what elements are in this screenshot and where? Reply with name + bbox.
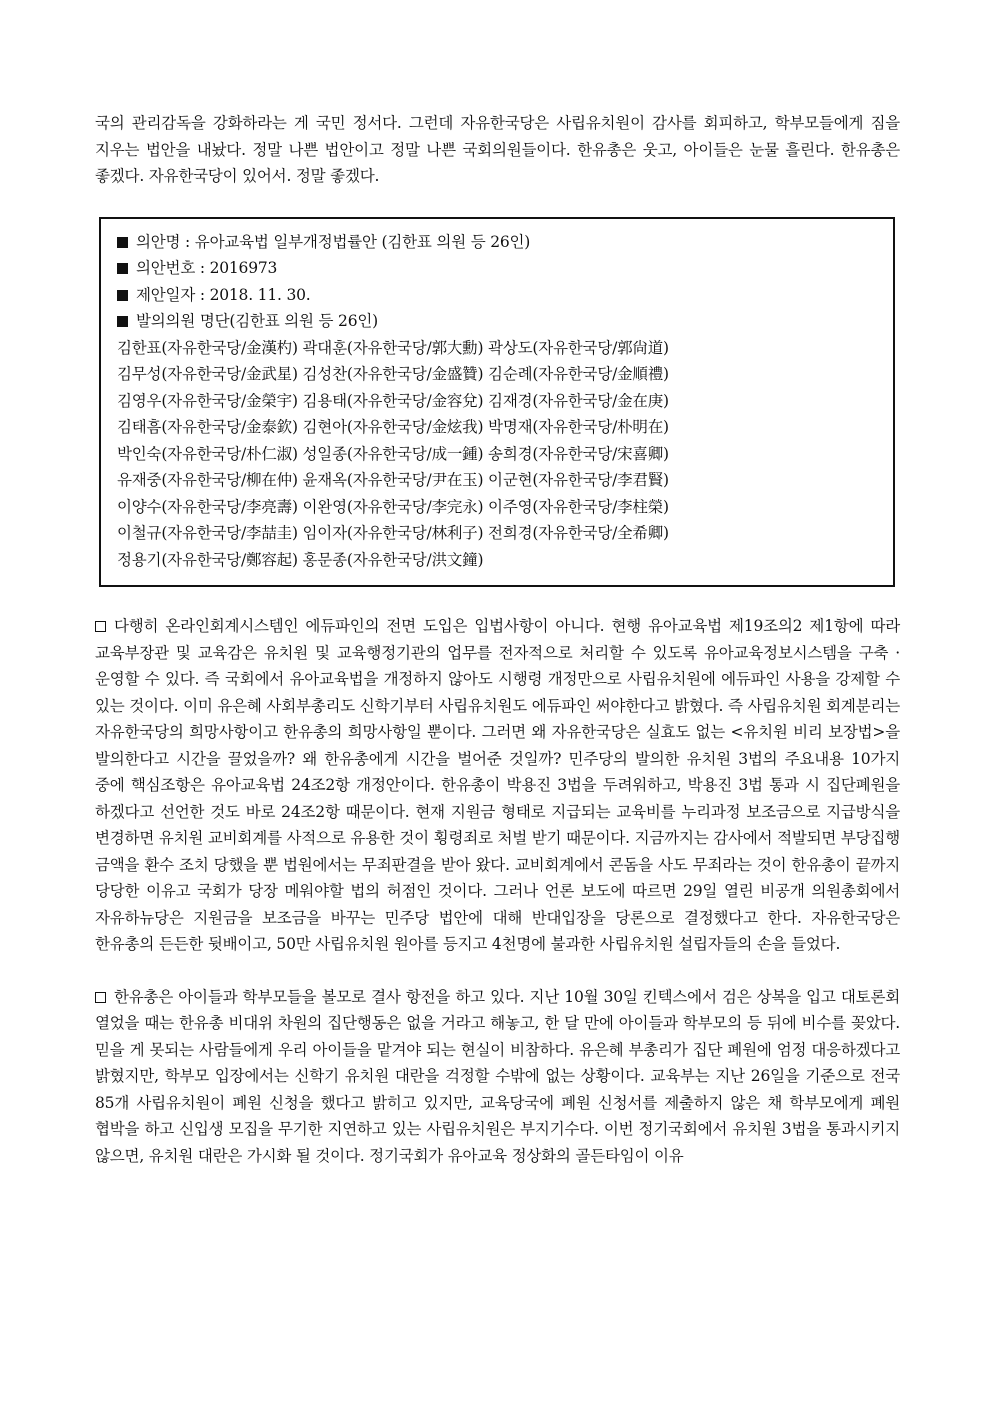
- paragraph-spacer: [95, 958, 900, 984]
- black-square-bullet-icon: [117, 290, 128, 301]
- sponsor-header: 발의의원 명단(김한표 의원 등 26인): [136, 312, 378, 330]
- paragraph-online-accounting: [95, 613, 900, 958]
- sponsor-line: 유재중(자유한국당/柳在仲) 윤재옥(자유한국당/尹在玉) 이군현(자유한국당/李君賢): [117, 471, 669, 489]
- black-square-bullet-icon: [117, 316, 128, 327]
- document-page: [95, 110, 900, 1169]
- intro-paragraph: 국의 관리감독을 강화하라는 게 국민 정서다. 그런데 자유한국당은 사립유치원이 감사를 회피하고, 학부모들에게 짐을 지우는 법안을 내놨다. 정말 나쁜 법안이고 정말 나쁜 국회의원들이다. 한유총은 웃고, 아이들은 눈물 흘린다. 한유총은 좋겠다. 자유한국당이 있어서. 정말 좋겠다.: [95, 114, 900, 185]
- submitted-date-line: [117, 282, 877, 309]
- sponsor-line: 박인숙(자유한국당/朴仁淑) 성일종(자유한국당/成一鍾) 송희경(자유한국당/宋喜卿): [117, 444, 669, 463]
- sponsor-line: 김영우(자유한국당/金榮宇) 김용태(자유한국당/金容兌) 김재경(자유한국당/金在庚): [117, 391, 669, 410]
- bill-info-box: [99, 217, 895, 588]
- submitted-date: 제안일자 : 2018. 11. 30.: [136, 285, 311, 304]
- hollow-square-bullet-icon: [95, 992, 106, 1003]
- bill-number: 의안번호 : 2016973: [136, 259, 278, 277]
- sponsor-line: 이양수(자유한국당/李亮壽) 이완영(자유한국당/李完永) 이주영(자유한국당/李柱榮): [117, 497, 669, 516]
- hollow-square-bullet-icon: [95, 621, 106, 632]
- black-square-bullet-icon: [117, 263, 128, 274]
- paragraph-kindergarten-crisis: [95, 984, 900, 1170]
- paragraph-online-accounting-text: 다행히 온라인회계시스템인 에듀파인의 전면 도입은 입법사항이 아니다. 현행 유아교육법 제19조의2 제1항에 따라 교육부장관 및 교육감은 유치원 및 교육행정기관의 업무를 전자적으로 처리할 수 있도록 유아교육정보시스템을 구축 · 운영할 수 있다. 즉 국회에서 유아교육법을 개정하지 않아도 시행령 개정만으로 사립유치원에 에듀파인 사용을 강제할 수 있는 것이다. 이미 유은혜 사회부총리도 신학기부터 사립유치원도 에듀파인 써야한다고 밝혔다. 즉 사립유치원 회계분리는 자유한국당의 희망사항이고 한유총의 희망사항일 뿐이다. 그러면 왜 자유한국당은 실효도 없는 <유치원 비리 보장법>을 발의한다고 시간을 끌었을까? 왜 한유총에게 시간을 벌어준 것일까? 민주당의 발의한 유치원 3법의 주요내용 10가지 중에 핵심조항은 유아교육법 24조2항 개정안이다. 한유총이 박용진 3법을 두려워하고, 박용진 3법 통과 시 집단폐원을 하겠다고 선언한 것도 바로 24조2항 때문이다. 현재 지원금 형태로 지급되는 교육비를 누리과정 보조금으로 지급방식을 변경하면 유치원 교비회계를 사적으로 유용한 것이 횡령죄로 처벌 받기 때문이다. 지금까지는 감사에서 적발되면 부당집행 금액을 환수 조치 당했을 뿐 법원에서는 무죄판결을 받아 왔다. 교비회계에서 콘돔을 사도 무죄라는 것이 한유총이 끝까지 당당한 이유고 국회가 당장 메워야할 법의 허점인 것이다. 그러나 언론 보도에 따르면 29일 열린 비공개 의원총회에서 자유하뉴당은 지원금을 보조금을 바꾸는 민주당 법안에 대해 반대입장을 당론으로 결정했다고 한다. 자유한국당은 한유총의 든든한 뒷배이고, 50만 사립유치원 원아를 등지고 4천명에 불과한 사립유치원 설립자들의 손을 들었다.: [95, 617, 900, 953]
- paragraph-kindergarten-crisis-text: 한유총은 아이들과 학부모들을 볼모로 결사 항전을 하고 있다. 지난 10월 30일 킨텍스에서 검은 상복을 입고 대토론회 열었을 때는 한유총 비대위 차원의 집단행동은 없을 거라고 해놓고, 한 달 만에 아이들과 학부모의 등 뒤에 비수를 꽂았다. 믿을 게 못되는 사람들에게 우리 아이들을 맡겨야 되는 현실이 비참하다. 유은혜 부총리가 집단 폐원에 엄정 대응하겠다고 밝혔지만, 학부모 입장에서는 신학기 유치원 대란을 걱정할 수밖에 없는 상황이다. 교육부는 지난 26일을 기준으로 전국 85개 사립유치원이 폐원 신청을 했다고 밝히고 있지만, 교육당국에 폐원 신청서를 제출하지 않은 채 학부모에게 폐원 협박을 하고 신입생 모집을 무기한 지연하고 있는 사립유치원은 부지기수다. 이번 정기국회에서 유치원 3법을 통과시키지 않으면, 유치원 대란은 가시화 될 것이다. 정기국회가 유아교육 정상화의 골든타임이 이유: [95, 987, 900, 1165]
- sponsor-line: 이철규(자유한국당/李喆圭) 임이자(자유한국당/林利子) 전희경(자유한국당/全希卿): [117, 524, 669, 542]
- sponsor-line: 김태흠(자유한국당/金泰欽) 김현아(자유한국당/金炫我) 박명재(자유한국당/朴明在): [117, 418, 669, 436]
- bill-number-line: [117, 255, 877, 282]
- bill-name: 의안명 : 유아교육법 일부개정법률안 (김한표 의원 등 26인): [136, 232, 531, 251]
- sponsor-line: 김한표(자유한국당/金漢杓) 곽대훈(자유한국당/郭大勳) 곽상도(자유한국당/郭尙道): [117, 338, 669, 357]
- sponsor-line: 김무성(자유한국당/金武星) 김성찬(자유한국당/金盛贊) 김순례(자유한국당/金順禮): [117, 365, 669, 383]
- bill-name-line: [117, 229, 877, 256]
- sponsor-header-line: [117, 308, 877, 335]
- black-square-bullet-icon: [117, 237, 128, 248]
- sponsor-line: 정용기(자유한국당/鄭容起) 홍문종(자유한국당/洪文鐘): [117, 550, 484, 569]
